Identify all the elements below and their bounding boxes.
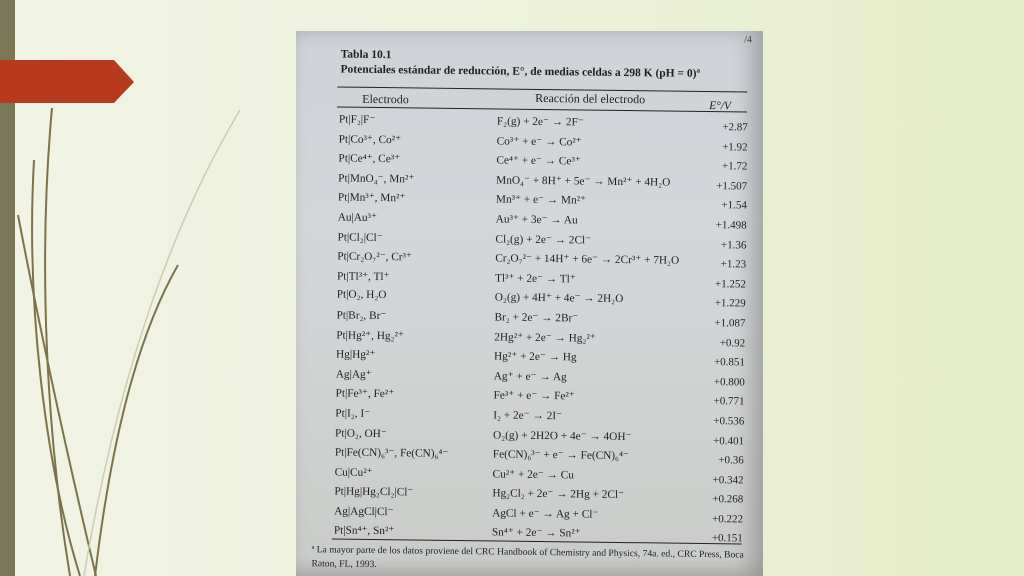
electrode-cell: Pt|Fe³⁺, Fe²⁺	[335, 387, 395, 401]
potential-cell: +0.268	[712, 493, 744, 506]
book-page	[296, 31, 756, 576]
electrode-cell: Au|Au³⁺	[337, 211, 378, 224]
reaction-cell: Tl³⁺ + 2e⁻ → Tl⁺	[494, 272, 576, 286]
electrode-cell: Pt|Co³⁺, Co²⁺	[338, 133, 402, 146]
potential-cell: +1.498	[715, 219, 747, 232]
electrode-cell: Cu|Cu²⁺	[334, 466, 373, 479]
reaction-cell: F₂(g) + 2e⁻ → 2F⁻	[496, 115, 584, 129]
potential-cell: +1.72	[721, 160, 748, 173]
header-electrode: Electrodo	[362, 91, 409, 107]
electrode-cell: Hg|Hg²⁺	[335, 348, 376, 362]
electrode-cell: Pt|Hg|Hg₂Cl₂|Cl⁻	[334, 485, 414, 499]
header-rule	[337, 107, 747, 113]
potential-cell: +1.36	[720, 238, 747, 252]
potential-cell: +0.92	[719, 336, 746, 350]
potential-cell: +0.851	[713, 356, 746, 369]
reaction-cell: MnO₄⁻ + 8H⁺ + 5e⁻ → Mn²⁺ + 4H₂O	[496, 174, 671, 189]
potential-cell: +0.36	[718, 454, 744, 467]
electrode-cell: Pt|Cl₂|Cl⁻	[337, 231, 383, 244]
reaction-cell: O₂(g) + 4H⁺ + 4e⁻ → 2H₂O	[494, 291, 624, 306]
potential-cell: +0.222	[712, 512, 744, 526]
reaction-cell: 2Hg²⁺ + 2e⁻ → Hg₂²⁺	[494, 330, 596, 345]
electrode-cell: Pt|Ce⁴⁺, Ce³⁺	[338, 152, 401, 166]
potential-cell: +1.92	[722, 140, 748, 154]
reaction-cell: Fe³⁺ + e⁻ → Fe²⁺	[493, 389, 575, 403]
electrode-cell: Pt|Br₂, Br⁻	[336, 309, 387, 323]
electrode-cell: Pt|O₂, OH⁻	[335, 427, 387, 440]
potential-cell: +1.54	[721, 199, 747, 212]
reaction-cell: Br₂ + 2e⁻ → 2Br⁻	[494, 311, 579, 325]
reaction-cell: Au³⁺ + 3e⁻ → Au	[495, 213, 578, 227]
reaction-cell: Ce⁴⁺ + e⁻ → Ce³⁺	[496, 154, 581, 168]
electrode-cell: Ag|Ag⁺	[335, 368, 372, 381]
header-reaction: Reacción del electrodo	[535, 90, 646, 107]
reaction-cell: O₂(g) + 2H2O + 4e⁻ → 4OH⁻	[493, 428, 632, 443]
potential-cell: +0.342	[712, 473, 744, 487]
electrode-cell: Pt|MnO₄⁻, Mn²⁺	[338, 172, 415, 186]
table-label: Tabla 10.1	[340, 48, 392, 62]
potential-cell: +1.23	[720, 258, 747, 271]
reaction-cell: I₂ + 2e⁻ → 2I⁻	[493, 409, 563, 423]
electrode-cell: Pt|Fe(CN)₆³⁻, Fe(CN)₆⁴⁻	[334, 446, 449, 460]
electrode-cell: Pt|Mn³⁺, Mn²⁺	[337, 191, 406, 205]
reaction-cell: Fe(CN)₆³⁻ + e⁻ → Fe(CN)₆⁴⁻	[492, 448, 630, 463]
potential-cell: +1.252	[714, 277, 747, 291]
table-title: Potenciales estándar de reducción, E°, de medias celdas a 298 K (pH = 0)ª	[340, 63, 701, 80]
reaction-cell: Mn³⁺ + e⁻ → Mn²⁺	[495, 193, 587, 207]
potential-cell: +2.87	[722, 121, 748, 134]
page-corner-mark: /4	[744, 34, 752, 46]
potential-cell: +0.771	[713, 395, 745, 408]
electrode-cell: Pt|I₂, I⁻	[335, 407, 371, 420]
electrode-cell: Pt|F₂|F⁻	[338, 113, 376, 126]
electrode-cell: Ag|AgCl|Cl⁻	[334, 505, 394, 519]
electrode-cell: Pt|Cr₂O₇²⁻, Cr³⁺	[337, 250, 412, 264]
reaction-cell: Cu²⁺ + 2e⁻ → Cu	[492, 468, 574, 482]
reaction-cell: Sn⁴⁺ + 2e⁻ → Sn²⁺	[491, 526, 581, 540]
table-body	[296, 112, 755, 549]
electrode-cell: Pt|Sn⁴⁺, Sn²⁺	[333, 524, 395, 538]
header-potential: E°/V	[709, 100, 732, 113]
reaction-cell: Hg²⁺ + 2e⁻ → Hg	[493, 350, 577, 364]
potential-cell: +0.800	[713, 375, 745, 389]
table-photo	[296, 31, 763, 576]
electrode-cell: Pt|Hg²⁺, Hg₂²⁺	[336, 329, 404, 342]
potential-cell: +0.151	[711, 532, 743, 545]
electrode-cell: Pt|O₂, H₂O	[336, 288, 387, 302]
reaction-cell: Cr₂O₇²⁻ + 14H⁺ + 6e⁻ → 2Cr³⁺ + 7H₂O	[495, 252, 680, 267]
reaction-cell: AgCl + e⁻ → Ag + Cl⁻	[492, 507, 599, 521]
potential-cell: +0.536	[713, 415, 745, 428]
reaction-cell: Co³⁺ + e⁻ → Co²⁺	[496, 135, 582, 149]
reaction-cell: Ag⁺ + e⁻ → Ag	[493, 370, 567, 384]
reaction-cell: Cl₂(g) + 2e⁻ → 2Cl⁻	[495, 233, 592, 247]
potential-cell: +1.229	[714, 297, 746, 310]
decorative-curves	[0, 0, 300, 576]
reaction-cell: Hg₂Cl₂ + 2e⁻ → 2Hg + 2Cl⁻	[492, 487, 625, 502]
electrode-cell: Pt|Tl³⁺, Tl⁺	[336, 270, 390, 283]
table-footnote: ª La mayor parte de los datos proviene del CRC Handbook of Chemistry and Physics, 74a. ed., CRC Press, Boca Raton, FL, 1993.	[311, 544, 744, 571]
potential-cell: +1.087	[714, 317, 746, 330]
potential-cell: +0.401	[712, 434, 745, 448]
potential-cell: +1.507	[716, 179, 748, 193]
